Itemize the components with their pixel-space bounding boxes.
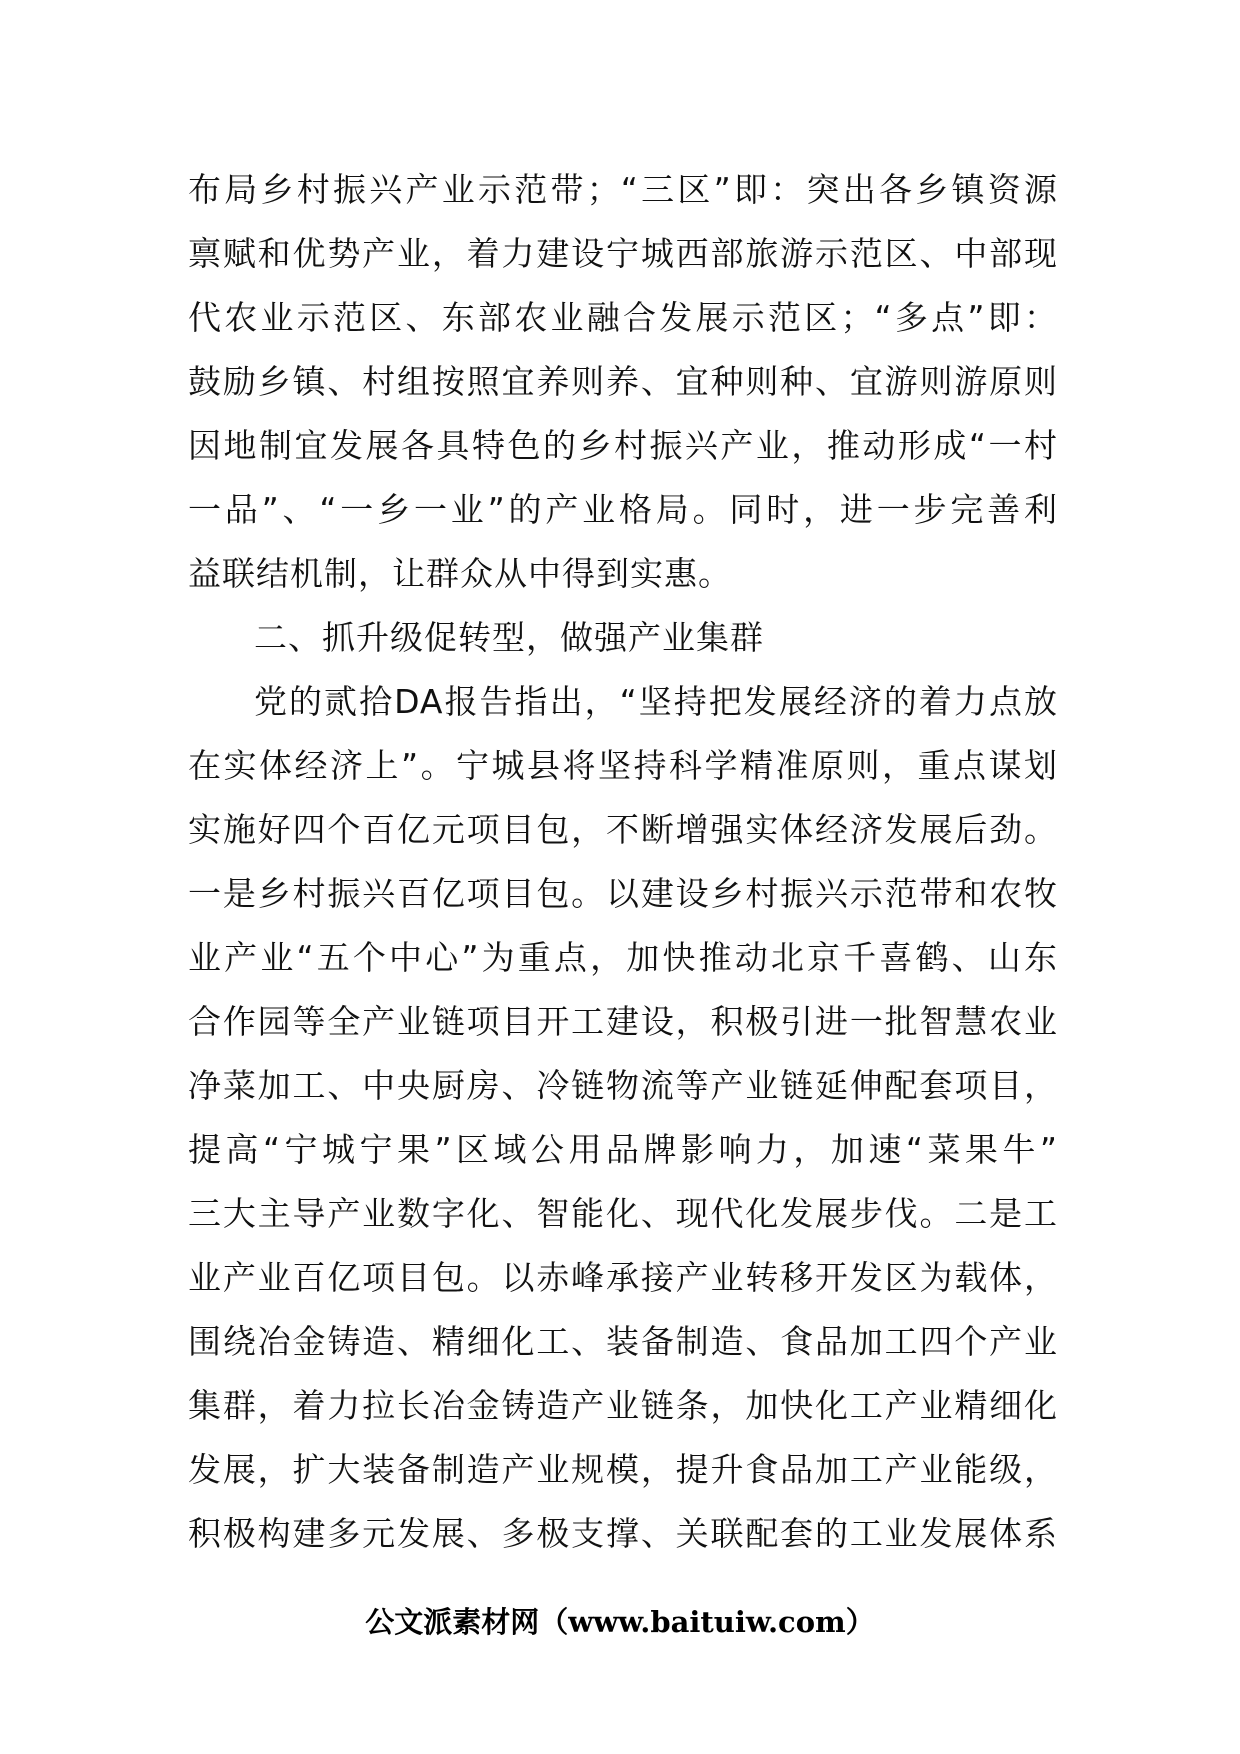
paragraph-line-19: 围绕冶金铸造、精细化工、装备制造、食品加工四个产业 [188,1322,1058,1361]
paragraph-line-1: 布局乡村振兴产业示范带；“三区”即：突出各乡镇资源 [188,170,1058,209]
paragraph-line-9: 党的贰拾DA报告指出，“坚持把发展经济的着力点放 [254,682,1058,721]
paragraph-line-2: 禀赋和优势产业，着力建设宁城西部旅游示范区、中部现 [188,234,1058,273]
paragraph-line-11: 实施好四个百亿元项目包，不断增强实体经济发展后劲。 [188,810,1058,849]
paragraph-line-20: 集群，着力拉长冶金铸造产业链条，加快化工产业精细化 [188,1386,1058,1425]
paragraph-line-17: 三大主导产业数字化、智能化、现代化发展步伐。二是工 [188,1194,1058,1233]
paragraph-line-22: 积极构建多元发展、多极支撑、关联配套的工业发展体系 [188,1514,1058,1553]
paragraph-line-10: 在实体经济上”。宁城县将坚持科学精准原则，重点谋划 [188,746,1058,785]
paragraph-line-21: 发展，扩大装备制造产业规模，提升食品加工产业能级， [188,1450,1058,1489]
paragraph-line-16: 提高“宁城宁果”区域公用品牌影响力，加速“菜果牛” [188,1130,1058,1169]
paragraph-line-15: 净菜加工、中央厨房、冷链物流等产业链延伸配套项目， [188,1066,1058,1105]
paragraph-line-7: 益联结机制，让群众从中得到实惠。 [188,554,732,593]
paragraph-line-4: 鼓励乡镇、村组按照宜养则养、宜种则种、宜游则游原则 [188,362,1058,401]
paragraph-line-12: 一是乡村振兴百亿项目包。以建设乡村振兴示范带和农牧 [188,874,1058,913]
paragraph-line-5: 因地制宜发展各具特色的乡村振兴产业，推动形成“一村 [188,426,1058,465]
paragraph-line-14: 合作园等全产业链项目开工建设，积极引进一批智慧农业 [188,1002,1058,1041]
paragraph-line-18: 业产业百亿项目包。以赤峰承接产业转移开发区为载体， [188,1258,1058,1297]
paragraph-line-6: 一品”、“一乡一业”的产业格局。同时，进一步完善利 [188,490,1058,529]
paragraph-line-13: 业产业“五个中心”为重点，加快推动北京千喜鹤、山东 [188,938,1058,977]
footer-source: 公文派素材网（www.baituiw.com） [365,1605,875,1639]
section-heading: 二、抓升级促转型，做强产业集群 [254,618,764,657]
paragraph-line-3: 代农业示范区、东部农业融合发展示范区；“多点”即： [188,298,1058,337]
